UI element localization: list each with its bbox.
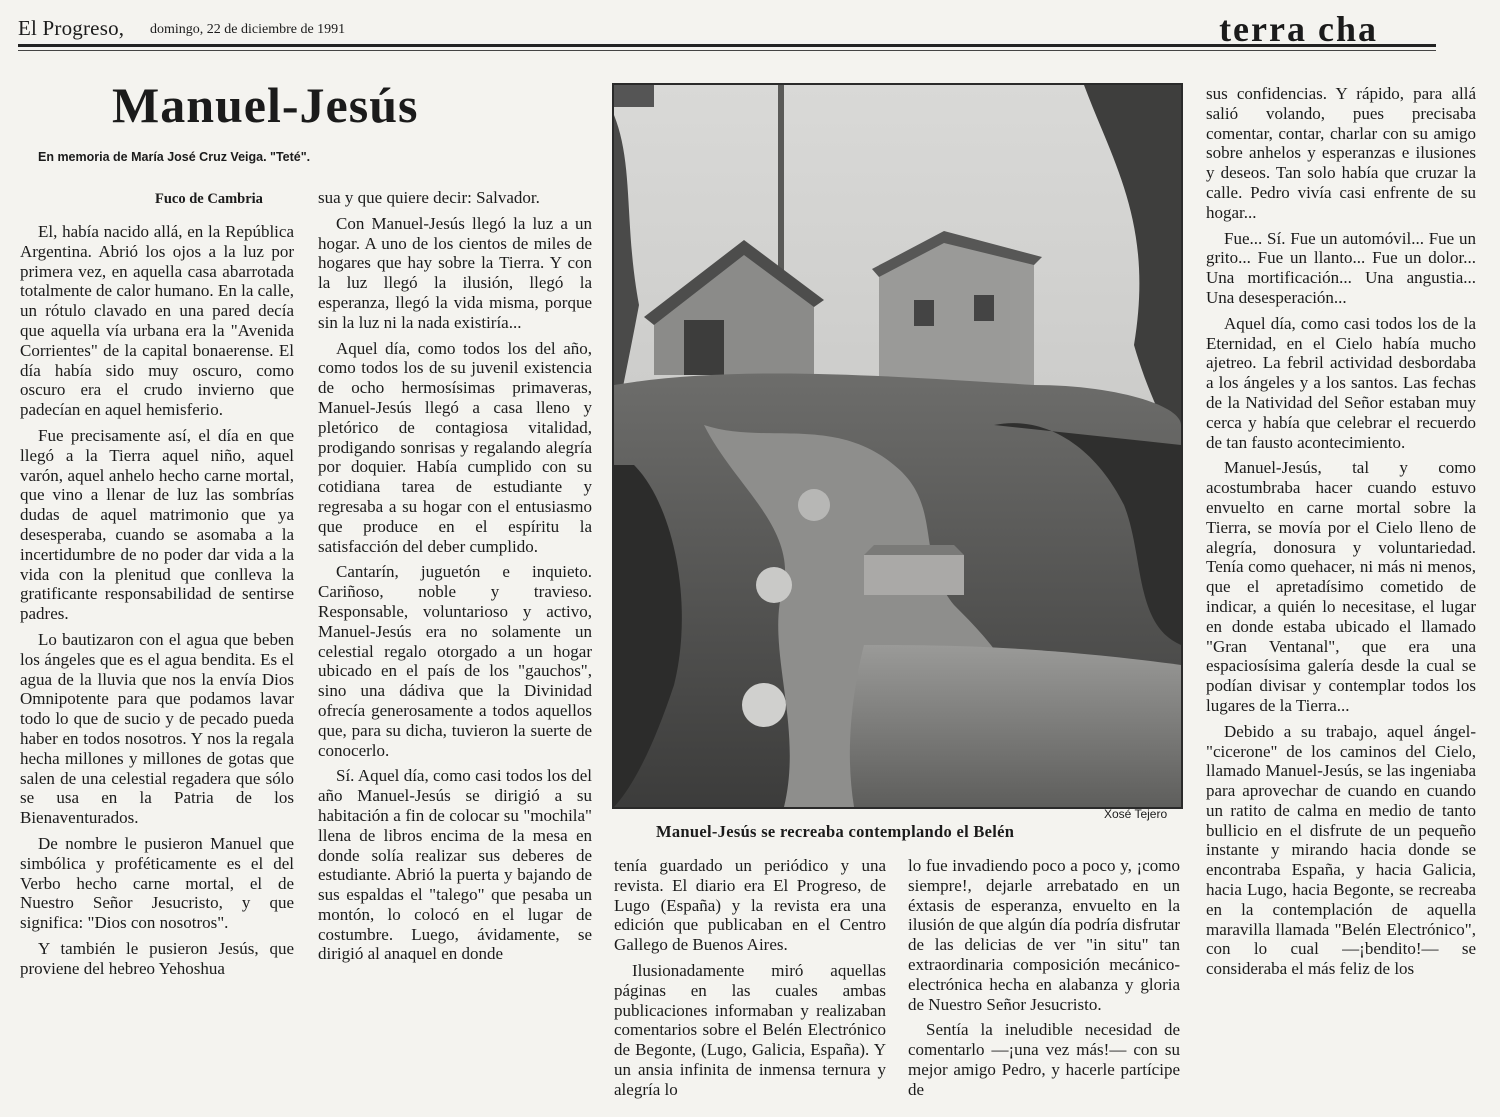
masthead-rule — [18, 44, 1436, 47]
masthead-rule-thin — [18, 50, 1436, 51]
paragraph: Sentía la ineludible necesidad de comentarlo —¡una vez más!— con su mejor amigo Pedro, y hacerle partícipe de — [908, 1020, 1180, 1099]
article-column-4 — [908, 856, 1180, 1117]
paragraph: Cantarín, juguetón e inquieto. Cariñoso, noble y travieso. Responsable, voluntarioso y activo, Manuel-Jesús era no solamente un celestial regalo otorgado a un hogar ubicado en el país de los "gauchos", sino una dádiva que la Divinidad ofrecía generosamente a todos aquellos que, para su dicha, tuvieron la suerte de conocerlo. — [318, 562, 592, 760]
article-headline: Manuel-Jesús — [112, 77, 419, 133]
publication-date: domingo, 22 de diciembre de 1991 — [150, 22, 346, 37]
article-dedication: En memoria de María José Cruz Veiga. "Teté". — [38, 150, 311, 164]
paragraph: tenía guardado un periódico y una revista. El diario era El Progreso, de Lugo (España) y la revista era una edición que publicaban en el Centro Gallego de Buenos Aires. — [614, 856, 886, 955]
article-column-2 — [318, 188, 592, 1117]
newspaper-name: El Progreso, — [18, 16, 125, 40]
article-byline: Fuco de Cambria — [155, 191, 263, 207]
paragraph: Aquel día, como casi todos los de la Eternidad, en el Cielo había mucho ajetreo. La febril actividad desbordaba a los ángeles y a los santos. Las fechas de la Natividad del Señor estaban muy cerca y había que celebrar el recuerdo de tan fausto acontecimiento. — [1206, 313, 1476, 452]
paragraph: Sí. Aquel día, como casi todos los del año Manuel-Jesús se dirigió a su habitación a fin de colocar su "mochila" llena de libros encima de la mesa en donde solía realizar sus deberes de estudiante. Abrió la puerta y bajando de sus espaldas el "talego" que pesaba un montón, lo colocó en el lugar de costumbre. Luego, ávidamente, se dirigió al anaquel en donde — [318, 766, 592, 964]
masthead — [18, 9, 1486, 49]
paragraph: Con Manuel-Jesús llegó la luz a un hogar. A uno de los cientos de miles de hogares que hay sobre la Tierra. Y con la luz llegó la ilusión, llegó la esperanza, llegó la vida misma, porque sin la luz ni la nada existiría... — [318, 213, 592, 332]
paragraph: Manuel-Jesús, tal y como acostumbraba hacer cuando estuvo envuelto en carne mortal sobre la Tierra, se movía por el Cielo lleno de alegría, donosura y voluntariedad. Tenía como quehacer, ni más ni menos, que el apretadísimo cometido de indicar, a quién lo necesitase, el lugar en donde estaba ubicado el llamado "Gran Ventanal", que era una espaciosísima galería desde la cual se podían divisar y contemplar todos los lugares de la Tierra... — [1206, 458, 1476, 715]
paragraph: Ilusionadamente miró aquellas páginas en las cuales ambas publicaciones informaban y realizaban comentarios sobre el Belén Electrónico de Begonte, (Lugo, Galicia, España). Y un ansia infinita de inmensa ternura y alegría lo — [614, 960, 886, 1099]
article-column-3 — [614, 856, 886, 1117]
paragraph: Lo bautizaron con el agua que beben los ángeles que es el agua bendita. Es el agua de la lluvia que nos la envía Dios Omnipotente para que podamos lavar todo lo que de sucio y de pecado pueda haber en todos nosotros. Y nos la regala hecha millones y millones de gotas que salen de una celestial regadera que sólo se usa en la Patria de los Bienaventurados. — [20, 629, 294, 828]
paragraph: Fue... Sí. Fue un automóvil... Fue un grito... Fue un llanto... Fue un dolor... Una mortificación... Una angustia... Una desesperación... — [1206, 228, 1476, 307]
paragraph: El, había nacido allá, en la República Argentina. Abrió los ojos a la luz por primera vez, en aquella casa abarrotada totalmente de calor humano. En la calle, un rótulo clavado en una pared decía que aquella vía urbana era la "Avenida Corrientes" de la capital bonaerense. El día había sido muy oscuro, como oscuro era el crudo invierno que padecían en aquel hemisferio. — [20, 222, 294, 420]
photo-credit: Xosé Tejero — [1104, 807, 1168, 821]
photo-caption: Manuel-Jesús se recreaba contemplando el Belén — [656, 822, 1015, 841]
paragraph: sus confidencias. Y rápido, para allá salió volando, pues precisaba comentar, contar, charlar con su amigo sobre anhelos y esperanzas e ilusiones y deseos. Tan solo había que cruzar la calle. Pedro vivía casi enfrente de su hogar... — [1206, 84, 1476, 222]
paragraph: De nombre le pusieron Manuel que simbólica y proféticamente es el del Verbo hecho carne mortal, el de Nuestro Señor Jesucristo, y que significa: "Dios con nosotros". — [20, 833, 294, 933]
paragraph: Aquel día, como todos los del año, como todos los de su juvenil existencia de ocho hermosísimas primaveras, Manuel-Jesús llegó a casa lleno y pletórico de contagiosa vitalidad, prodigando sonrisas y regalando alegría por doquier. Había cumplido con su cotidiana tarea de estudiante y regresaba a su hogar con el entusiasmo que produce en el espíritu la satisfacción del deber cumplido. — [318, 338, 592, 556]
paragraph: sua y que quiere decir: Salvador. — [318, 188, 540, 207]
paragraph: lo fue invadiendo poco a poco y, ¡como siempre!, dejarle arrebatado en un éxtasis de esperanza, envuelto en la ilusión de que algún día podría disfrutar de las delicias de ver "in situ" tan extraordinaria composición mecánico-electrónica hecha en alabanza y gloria de Nuestro Señor Jesucristo. — [908, 856, 1180, 1014]
article-photo — [612, 83, 1183, 809]
paragraph: Y también le pusieron Jesús, que proviene del hebreo Yehoshua — [20, 938, 294, 978]
section-title: terra cha — [1219, 9, 1378, 49]
belen-scene-image — [614, 85, 1181, 807]
paragraph: Fue precisamente así, el día en que llegó a la Tierra aquel niño, aquel varón, aquel anhelo hecho carne mortal, que vino a llenar de luz las sombrías dudas de aquel matrimonio que ya desesperaba, cuando se asomaba a la incertidumbre de no poder dar vida a la vida con la plenitud que conlleva la gratificante responsabilidad de sentirse padres. — [20, 425, 294, 624]
paragraph: Debido a su trabajo, aquel ángel-"cicerone" de los caminos del Cielo, llamado Manuel-Jesús, se las ingeniaba para aprovechar de cuando en cuando un ratito de calma en medio de tanto bullicio en el disfrute de un pequeño instante y mirando hacia donde se encontraba España, y hacia Galicia, hacia Lugo, hacia Begonte, se recreaba en la contemplación de aquella maravilla llamada "Belén Electrónico", con lo cual —¡bendito!— se consideraba el más feliz de los — [1206, 721, 1476, 979]
article-column-1 — [20, 222, 294, 1117]
article-column-5 — [1206, 84, 1476, 1117]
